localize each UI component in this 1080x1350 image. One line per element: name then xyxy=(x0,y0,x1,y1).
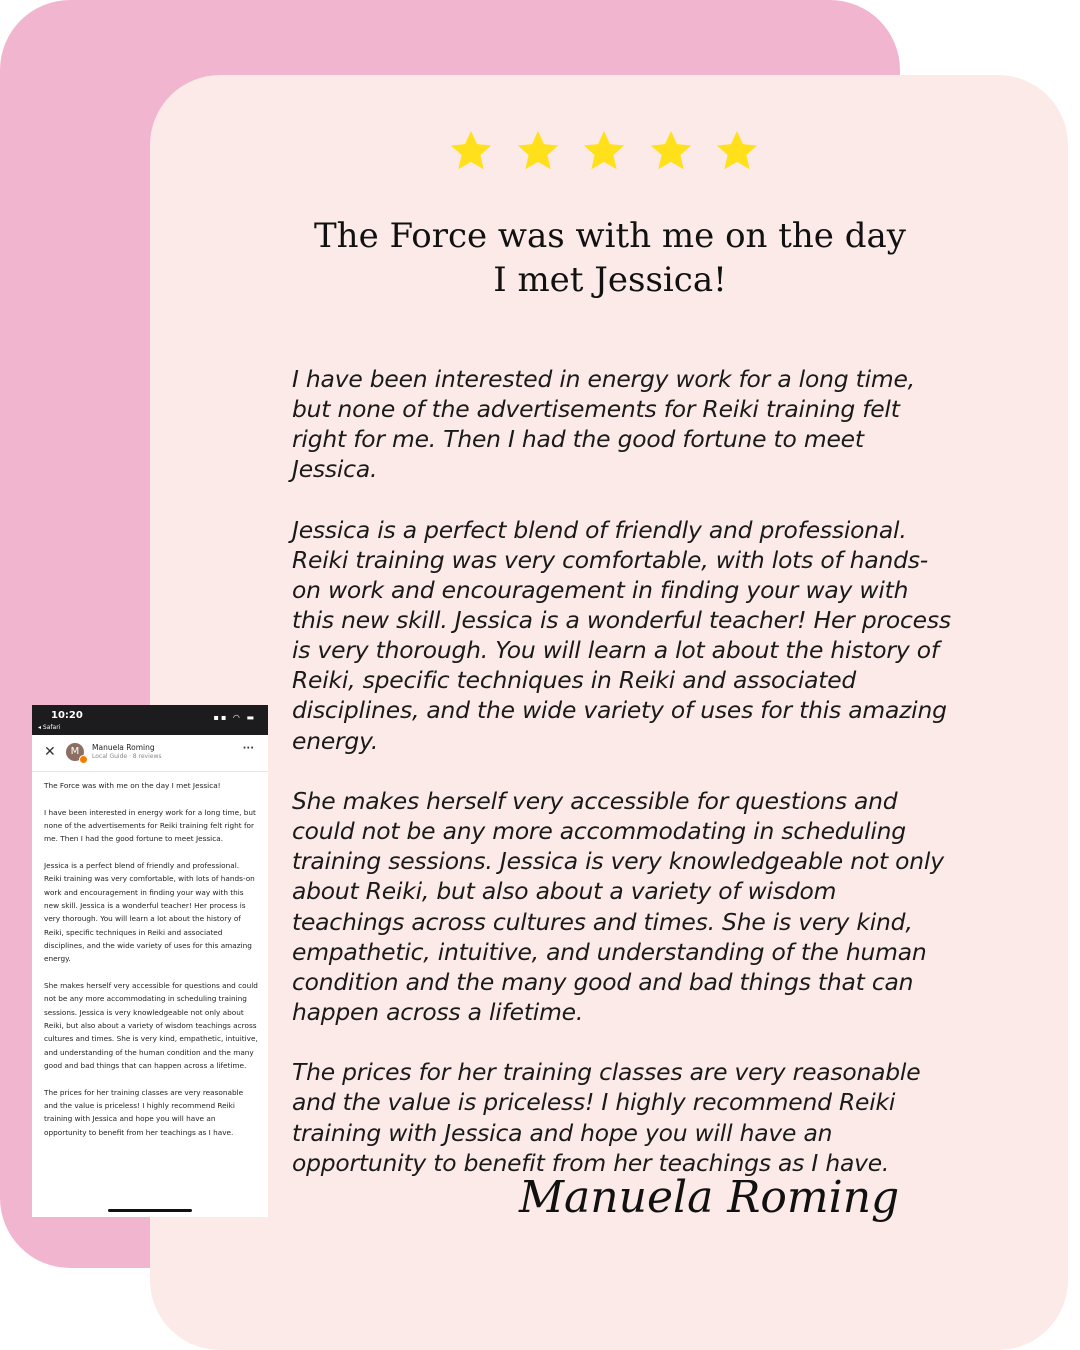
star-icon xyxy=(448,128,494,174)
phone-review-paragraph: She makes herself very accessible for questions and could not be any more accommodating in scheduling training sessions. Jessica is very knowledgeable not only about Reiki, but also about a variety of wisdom teachings across cultures and times. She is very kind, empathetic, intuitive, and understanding of the human condition and the many good and bad things that can happen across a lifetime. xyxy=(44,981,258,1070)
phone-review-paragraph: Jessica is a perfect blend of friendly and professional. Reiki training was very comfortable, with lots of hands-on work and encouragement in finding your way with this new skill. Jessica is a wonderful teacher! Her process is very thorough. You will learn a lot about the history of Reiki, specific techniques in Reiki and associated disciplines, and the wide variety of uses for this amazing energy. xyxy=(44,861,255,964)
avatar: M xyxy=(66,743,84,761)
review-paragraph: Jessica is a perfect blend of friendly and professional. Reiki training was very comfortable, with lots of hands-on work and encouragement in finding your way with this new skill. Jessica is a wonderful teacher! Her process is very thorough. You will learn a lot about the history of Reiki, specific techniques in Reiki and associated disciplines, and the wide variety of uses for this amazing energy. xyxy=(292,515,951,755)
star-icon xyxy=(714,128,760,174)
more-options-icon: ··· xyxy=(242,743,254,754)
signature xyxy=(515,1160,915,1240)
star-icon xyxy=(648,128,694,174)
review-header xyxy=(32,735,268,772)
reviewer-name: Manuela Roming xyxy=(92,743,155,752)
phone-status-bar xyxy=(32,705,268,735)
phone-review-paragraph: The prices for her training classes are very reasonable and the value is priceless! I highly recommend Reiki training with Jessica and hope you will have an opportunity to benefit from her teachings as I have. xyxy=(44,1087,244,1137)
review-paragraph: I have been interested in energy work for a long time, but none of the advertisements for Reiki training felt right for me. Then I had the good fortune to meet Jessica. xyxy=(292,365,915,484)
testimonial-headline xyxy=(300,214,920,302)
star-icon xyxy=(581,128,627,174)
status-time: 10:20 xyxy=(51,710,83,721)
close-icon: ✕ xyxy=(44,744,56,760)
phone-review-paragraph: I have been interested in energy work for a long time, but none of the advertisements for Reiki training felt right for me. Then I had the good fortune to meet Jessica. xyxy=(44,807,256,844)
reviewer-meta: Local Guide · 8 reviews xyxy=(92,753,162,760)
five-star-rating xyxy=(448,128,760,178)
phone-review-title: The Force was with me on the day I met Jessica! xyxy=(44,781,221,790)
review-text xyxy=(292,364,952,1208)
signature-text: Manuela Roming xyxy=(519,1172,900,1223)
phone-screenshot xyxy=(32,705,268,1217)
phone-review-body xyxy=(44,779,258,1152)
review-paragraph: She makes herself very accessible for questions and could not be any more accommodating in scheduling training sessions. Jessica is very knowledgeable not only about Reiki, but also about a variety of wisdom teachings across cultures and times. She is very kind, empathetic, intuitive, and understanding of the human condition and the many good and bad things that can happen across a lifetime. xyxy=(292,787,944,1026)
safari-back-link: ◂ Safari xyxy=(38,724,61,731)
headline-line-1: The Force was with me on the day xyxy=(314,216,906,256)
status-icons: ▪▪ ◠ ▬ xyxy=(213,713,256,722)
headline-line-2: I met Jessica! xyxy=(493,260,727,300)
star-icon xyxy=(515,128,561,174)
local-guide-badge-icon xyxy=(79,755,88,764)
review-paragraph: The prices for her training classes are very reasonable and the value is priceless! I highly recommend Reiki training with Jessica and hope you will have an opportunity to benefit from her teachings as I have. xyxy=(292,1058,921,1177)
home-indicator xyxy=(108,1209,192,1212)
